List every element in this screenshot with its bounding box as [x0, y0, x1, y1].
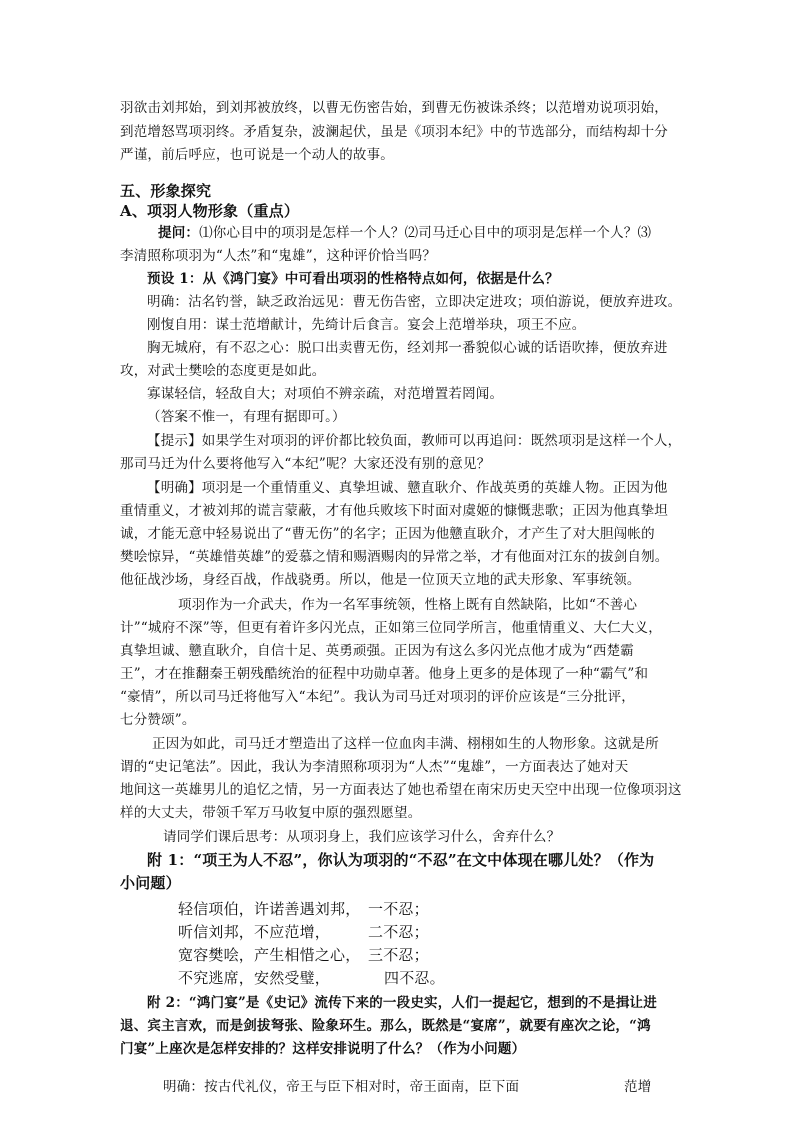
- answer-note: （答案不惟一，有理有据即可。）: [147, 409, 346, 425]
- appendix1-heading: 附 1：“项王为人不忍”，你认为项羽的“不忍”在文中体现在哪儿处？（作为: [147, 851, 655, 869]
- appendix2-heading: 附 2：“鸿门宴”是《史记》流传下来的一段史实，人们一提起它，想到的不是揖让进: [147, 995, 657, 1011]
- paragraph-line: 正因为如此，司马迁才塑造出了这样一位血肉丰满、栩栩如生的人物形象。这就是所: [152, 736, 659, 752]
- answer-line: 刚愎自用：谋士范增献计，先绮计后食言。宴会上范增举玦，项王不应。: [147, 317, 586, 333]
- answer-line: 寡谋轻信，轻敌自大；对项伯不辨亲疏，对范增置若罔闻。: [147, 386, 504, 402]
- paragraph-line: “豪情”，所以司马迁将他写入“本纪”。我认为司马迁对项羽的评价应该是“三分批评，: [120, 689, 636, 705]
- hint-line: 那司马迁为什么要将他写入“本纪”呢？大家还没有别的意见？: [120, 456, 491, 472]
- hint-line: 【提示】如果学生对项羽的评价都比较负面，教师可以再追问：既然项羽是这样一个人，: [147, 433, 682, 449]
- clarify-line: 【明确】项羽是一个重情重义、真挚坦诚、戆直耿介、作战英勇的英雄人物。正因为他: [147, 480, 668, 496]
- subsection-title: A、项羽人物形象（重点）: [120, 202, 300, 220]
- list-item: 听信刘邦，不应范增， 二不忍；: [178, 923, 429, 941]
- think-line: 请同学们课后思考：从项羽身上，我们应该学习什么，舍弃什么？: [163, 829, 561, 845]
- final-name: 范增: [624, 1079, 652, 1095]
- clarify-line: 诚，才能无意中轻易说出了“曹无伤”的名字；正因为他戆直耿介，才产生了对大胆闯帐的: [120, 526, 655, 542]
- list-item: 轻信项伯，许诺善遇刘邦， 一不忍；: [178, 900, 429, 918]
- paragraph-line: 计”“城府不深”等，但更有着许多闪光点，正如第三位同学所言，他重情重义、大仁大义，: [120, 620, 662, 636]
- answer-line: 胸无城府，有不忍之心：脱口出卖曹无伤，经刘邦一番貌似心诚的话语吹捧，便放弃进: [147, 340, 668, 356]
- list-item: 不究逃席，安然受璧， 四不忍。: [178, 969, 445, 987]
- text-line: 到范增怒骂项羽终。矛盾复杂，波澜起伏，虽是《项羽本纪》中的节选部分，而结构却十分: [120, 124, 668, 140]
- answer-line: 明确：沽名钓誉，缺乏政治远见：曹无伤告密，立即决定进攻；项伯游说，便放弃进攻。: [147, 294, 682, 310]
- clarify-line: 他征战沙场，身经百战，作战骁勇。所以，他是一位顶天立地的武夫形象、军事统领。: [120, 572, 641, 588]
- appendix2-heading: 门宴”上座次是怎样安排的？这样安排说明了什么？（作为小问题）: [120, 1041, 526, 1057]
- paragraph-line: 谓的“史记笔法”。因此，我认为李清照称项羽为“人杰”“鬼雄”，一方面表达了她对天: [120, 759, 629, 775]
- paragraph-line: 地间这一英雄男儿的追忆之情，另一方面表达了她也希望在南宋历史天空中出现一位像项羽这: [120, 782, 682, 798]
- appendix1-heading: 小问题）: [120, 874, 181, 892]
- section-title: 五、形象探究: [120, 182, 212, 200]
- question-label: 提问：: [158, 225, 200, 241]
- list-item: 宽容樊哙，产生相惜之心， 三不忍；: [178, 946, 429, 964]
- question-line: [158, 223, 651, 243]
- paragraph-line: 项羽作为一介武夫，作为一名军事统领，性格上既有自然缺陷，比如“不善心: [178, 597, 638, 613]
- text-line: 严谨，前后呼应，也可说是一个动人的故事。: [120, 147, 394, 163]
- text-line: 羽欲击刘邦始，到刘邦被放终，以曹无伤密告始，到曹无伤被诛杀终；以范增劝说项羽始，: [120, 100, 668, 116]
- paragraph-line: 样的大丈夫，带领千军万马收复中原的强烈愿望。: [120, 805, 422, 821]
- final-line: 明确：按古代礼仪，帝王与臣下相对时，帝王面南，臣下面: [163, 1079, 520, 1095]
- clarify-line: 重情重义，才被刘邦的谎言蒙蔽，才有他兵败垓下时面对虞姬的慷慨悲歌；正因为他真挚坦: [120, 503, 668, 519]
- appendix2-heading: 退、宾主言欢，而是剑拔弩张、险象环生。那么，既然是“宴席”，就要有座次之论，“鸿: [120, 1018, 651, 1034]
- paragraph-line: 王”，才在推翻秦王朝残酷统治的征程中功勋卓著。他身上更多的是体现了一种“霸气”和: [120, 666, 649, 682]
- preset-heading: 预设 1：从《鸿门宴》中可看出项羽的性格特点如何，依据是什么？: [147, 271, 559, 287]
- clarify-line: 樊哙惊异，“英雄惜英雄”的爱慕之情和赐酒赐肉的异常之举，才有他面对江东的拔剑自刎。: [120, 549, 669, 565]
- question-text: ⑴你心目中的项羽是怎样一个人？⑵司马迁心目中的项羽是怎样一个人？⑶: [199, 225, 652, 241]
- answer-line: 攻，对武士樊哙的态度更是如此。: [120, 363, 326, 379]
- question-line: 李清照称项羽为“人杰”和“鬼雄”，这种评价恰当吗？: [120, 248, 437, 264]
- paragraph-line: 七分赞颂”。: [120, 712, 196, 728]
- paragraph-line: 真挚坦诚、戆直耿介，自信十足、英勇顽强。正因为有这么多闪光点他才成为“西楚霸: [120, 643, 635, 659]
